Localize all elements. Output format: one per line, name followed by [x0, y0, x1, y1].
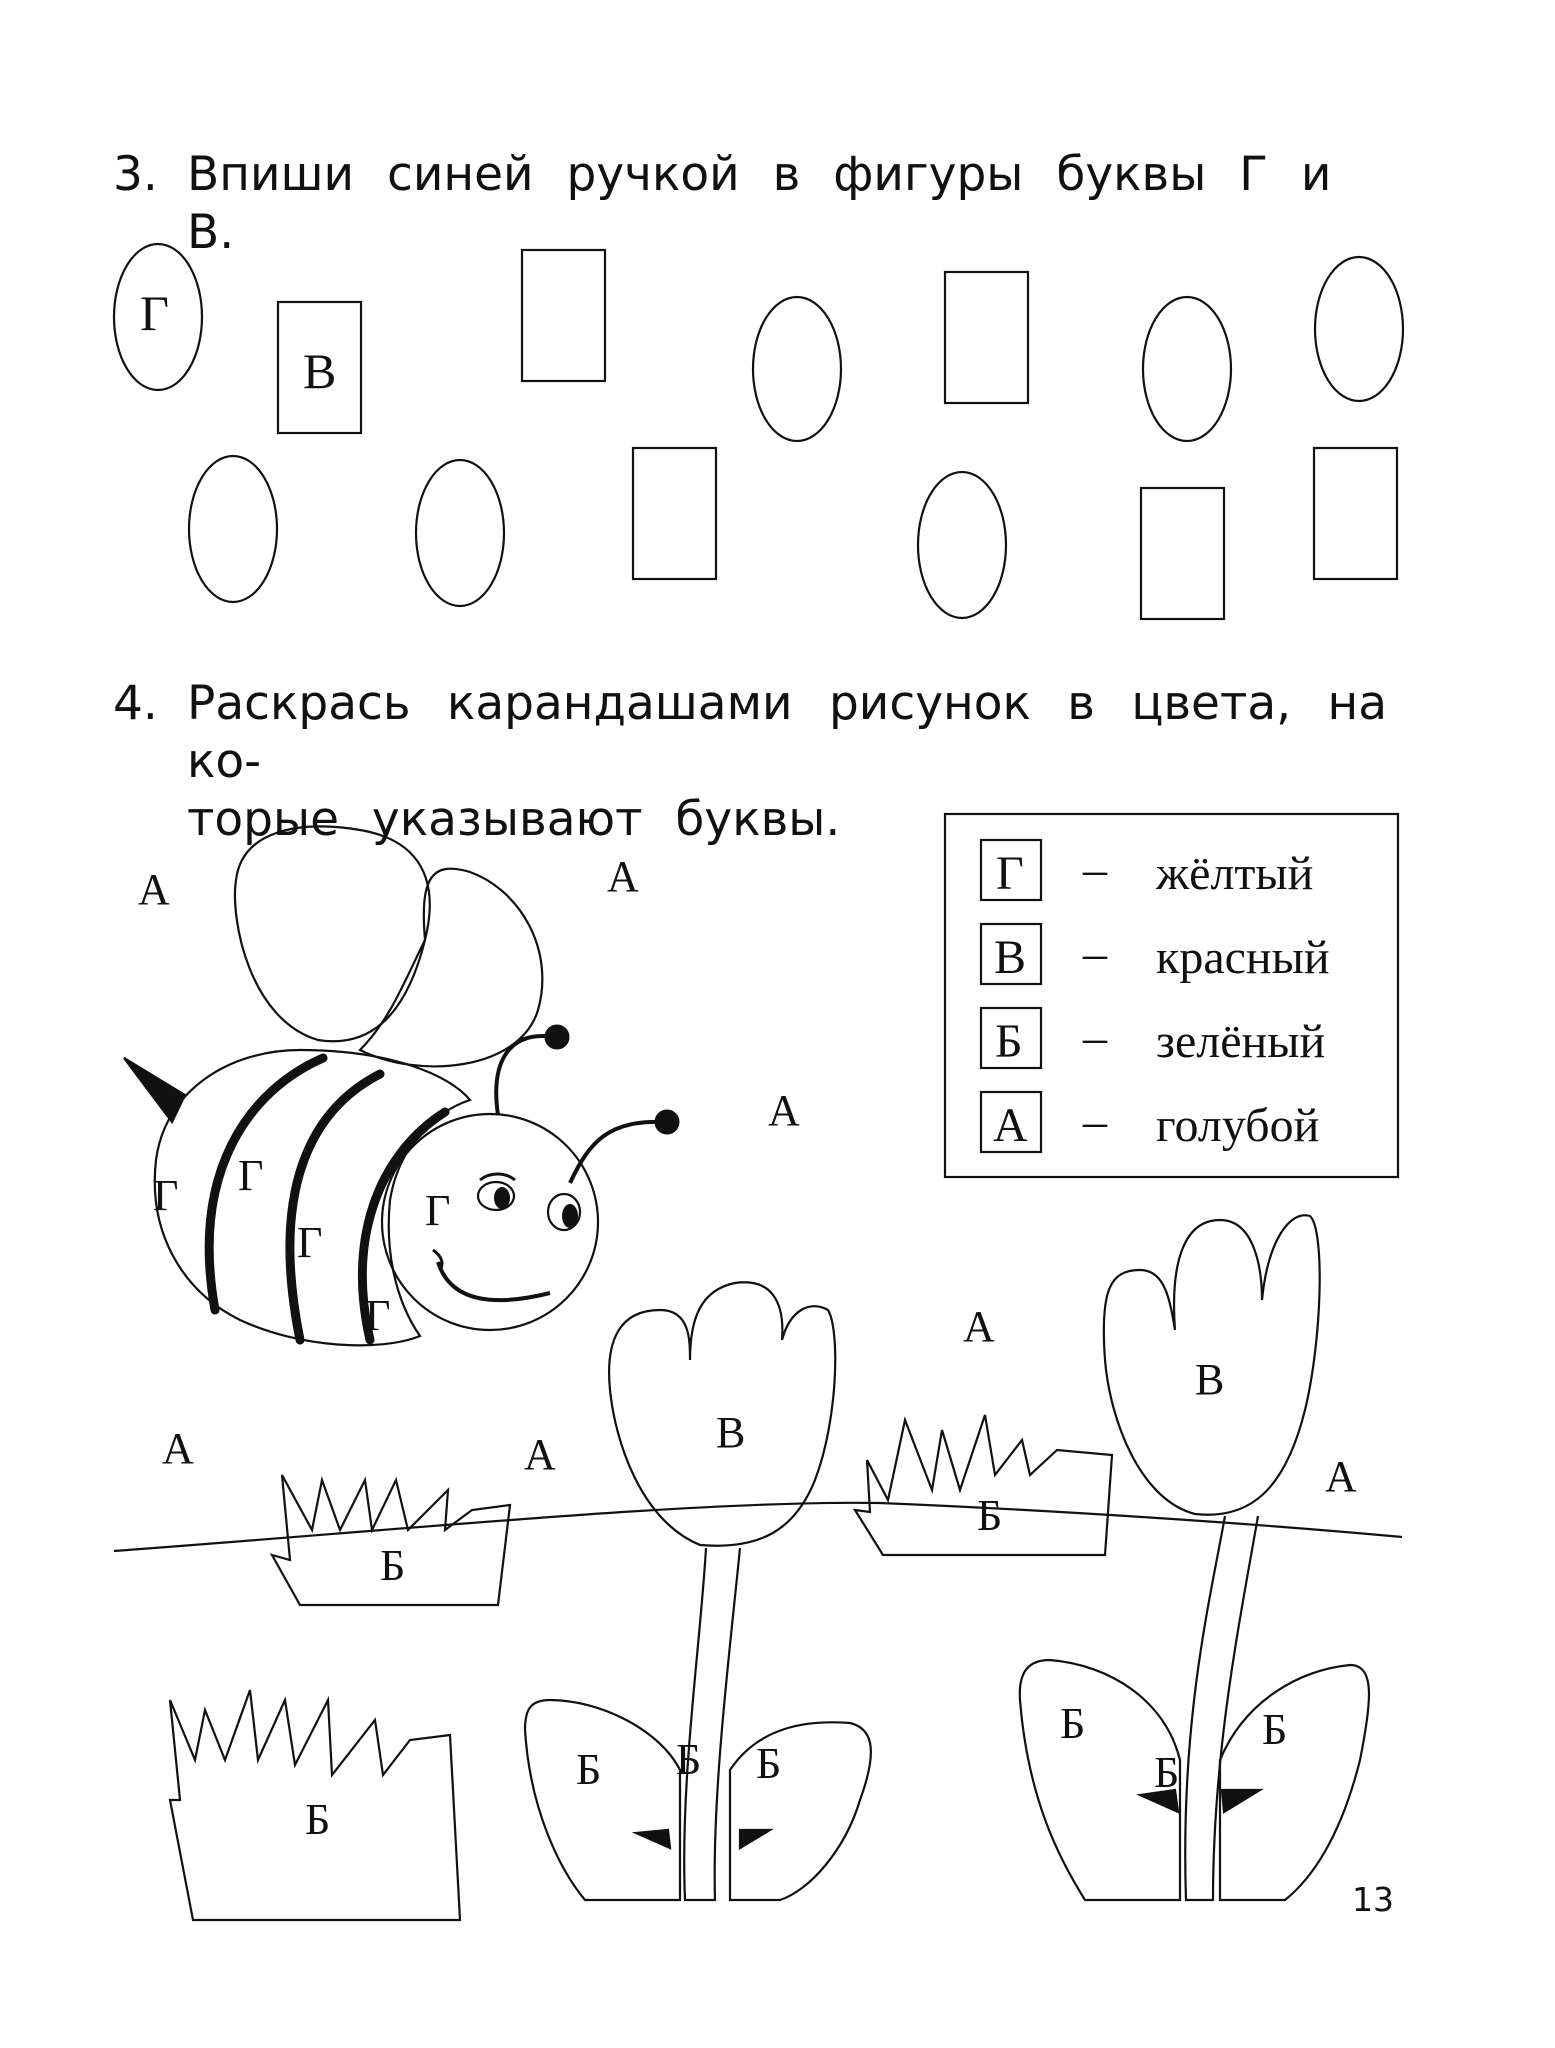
legend-color-2: красный — [1156, 931, 1330, 984]
bee-body — [155, 1050, 470, 1345]
tulip-2-stem — [1185, 1516, 1258, 1900]
legend-letter-2: В — [994, 931, 1027, 984]
bee-pupil-right — [562, 1204, 578, 1228]
shape-oval-4[interactable] — [1315, 257, 1403, 401]
task-4-text-line-2: торые указывают буквы. — [187, 792, 841, 847]
shape-oval-7[interactable] — [918, 472, 1006, 618]
bee-pupil-left — [494, 1187, 510, 1209]
legend-letter-1: Г — [996, 847, 1024, 900]
bee-letter-2: Г — [238, 1151, 264, 1200]
leaf-letter-5: Б — [1154, 1748, 1180, 1797]
shape-rect-2[interactable] — [522, 250, 605, 381]
task-4-text-line-1: Раскрась карандашами рисунок в цвета, на ко- — [187, 676, 1387, 789]
shape-rect-4[interactable] — [633, 448, 716, 579]
task-3-text: Впиши синей ручкой в фигуры буквы Г и В. — [187, 147, 1332, 260]
tulip-1-leaf-notch-right — [740, 1830, 770, 1848]
tulip-2-leaf-right — [1220, 1665, 1369, 1900]
grass-letter-2: Б — [977, 1491, 1003, 1540]
bee-smile — [438, 1262, 550, 1300]
shape-rect-5[interactable] — [1141, 488, 1224, 619]
leaf-letter-6: Б — [1262, 1705, 1288, 1754]
bee-letter-4: Г — [365, 1291, 391, 1340]
bee-smile-dimple — [433, 1250, 442, 1270]
example-rect-letter: В — [303, 343, 337, 399]
tulip-1-leaf-left — [525, 1700, 680, 1900]
legend-letter-3: Б — [995, 1015, 1023, 1068]
legend-color-4: голубой — [1156, 1099, 1320, 1152]
bee-stinger — [124, 1058, 185, 1122]
flower-letter-1: В — [716, 1408, 746, 1457]
bee-letter-5: Г — [425, 1186, 451, 1235]
ground-line — [114, 1503, 1402, 1551]
bee-wing-left — [235, 827, 430, 1042]
leaf-letter-2: Б — [676, 1735, 702, 1784]
legend-dash-3: – — [1083, 1011, 1107, 1064]
bee-antenna-tip-left — [549, 1029, 565, 1045]
tulip-1-stem — [684, 1548, 740, 1900]
shape-oval-6[interactable] — [416, 460, 504, 606]
sky-letter-5: А — [162, 1424, 194, 1473]
grass-letter-3: Б — [305, 1795, 331, 1844]
sky-letter-3: А — [768, 1086, 800, 1135]
grass-letter-1: Б — [380, 1541, 406, 1590]
sky-letter-7: А — [1325, 1452, 1357, 1501]
bee-stripe-1 — [209, 1058, 323, 1310]
legend-dash-1: – — [1083, 843, 1107, 896]
sky-letter-4: А — [963, 1302, 995, 1351]
shape-rect-6[interactable] — [1314, 448, 1397, 579]
legend-color-3: зелёный — [1156, 1015, 1326, 1068]
leaf-letter-1: Б — [576, 1745, 602, 1794]
sky-letter-1: А — [138, 865, 170, 914]
shape-rect-3[interactable] — [945, 272, 1028, 403]
shape-oval-3[interactable] — [1143, 297, 1231, 441]
bee-antenna-tip-right — [659, 1114, 675, 1130]
tulip-2-leaf-notch-right — [1222, 1790, 1260, 1812]
page-number: 13 — [1352, 1880, 1394, 1919]
example-oval-letter: Г — [140, 285, 169, 341]
leaf-letter-4: Б — [1060, 1699, 1086, 1748]
flower-letter-2: В — [1195, 1355, 1225, 1404]
tulip-1-leaf-notch-left — [636, 1830, 670, 1848]
legend-color-1: жёлтый — [1156, 847, 1314, 900]
bee-antenna-right — [570, 1122, 664, 1183]
bee-brow-left — [480, 1174, 515, 1180]
leaf-letter-3: Б — [756, 1739, 782, 1788]
legend-dash-4: – — [1083, 1095, 1107, 1148]
sky-letter-6: А — [524, 1430, 556, 1479]
bee-letter-1: Г — [153, 1171, 179, 1220]
tulip-1-leaf-right — [730, 1722, 871, 1900]
shape-oval-2[interactable] — [753, 297, 841, 441]
bee-letter-3: Г — [297, 1218, 323, 1267]
sky-letter-2: А — [607, 852, 639, 901]
legend-dash-2: – — [1083, 927, 1107, 980]
shape-oval-5[interactable] — [189, 456, 277, 602]
task-4-number: 4. — [113, 676, 158, 731]
bee-antenna-left — [496, 1036, 555, 1115]
bee-wing-right — [360, 869, 542, 1067]
legend-letter-4: А — [993, 1099, 1028, 1152]
task-3-number: 3. — [113, 147, 158, 202]
